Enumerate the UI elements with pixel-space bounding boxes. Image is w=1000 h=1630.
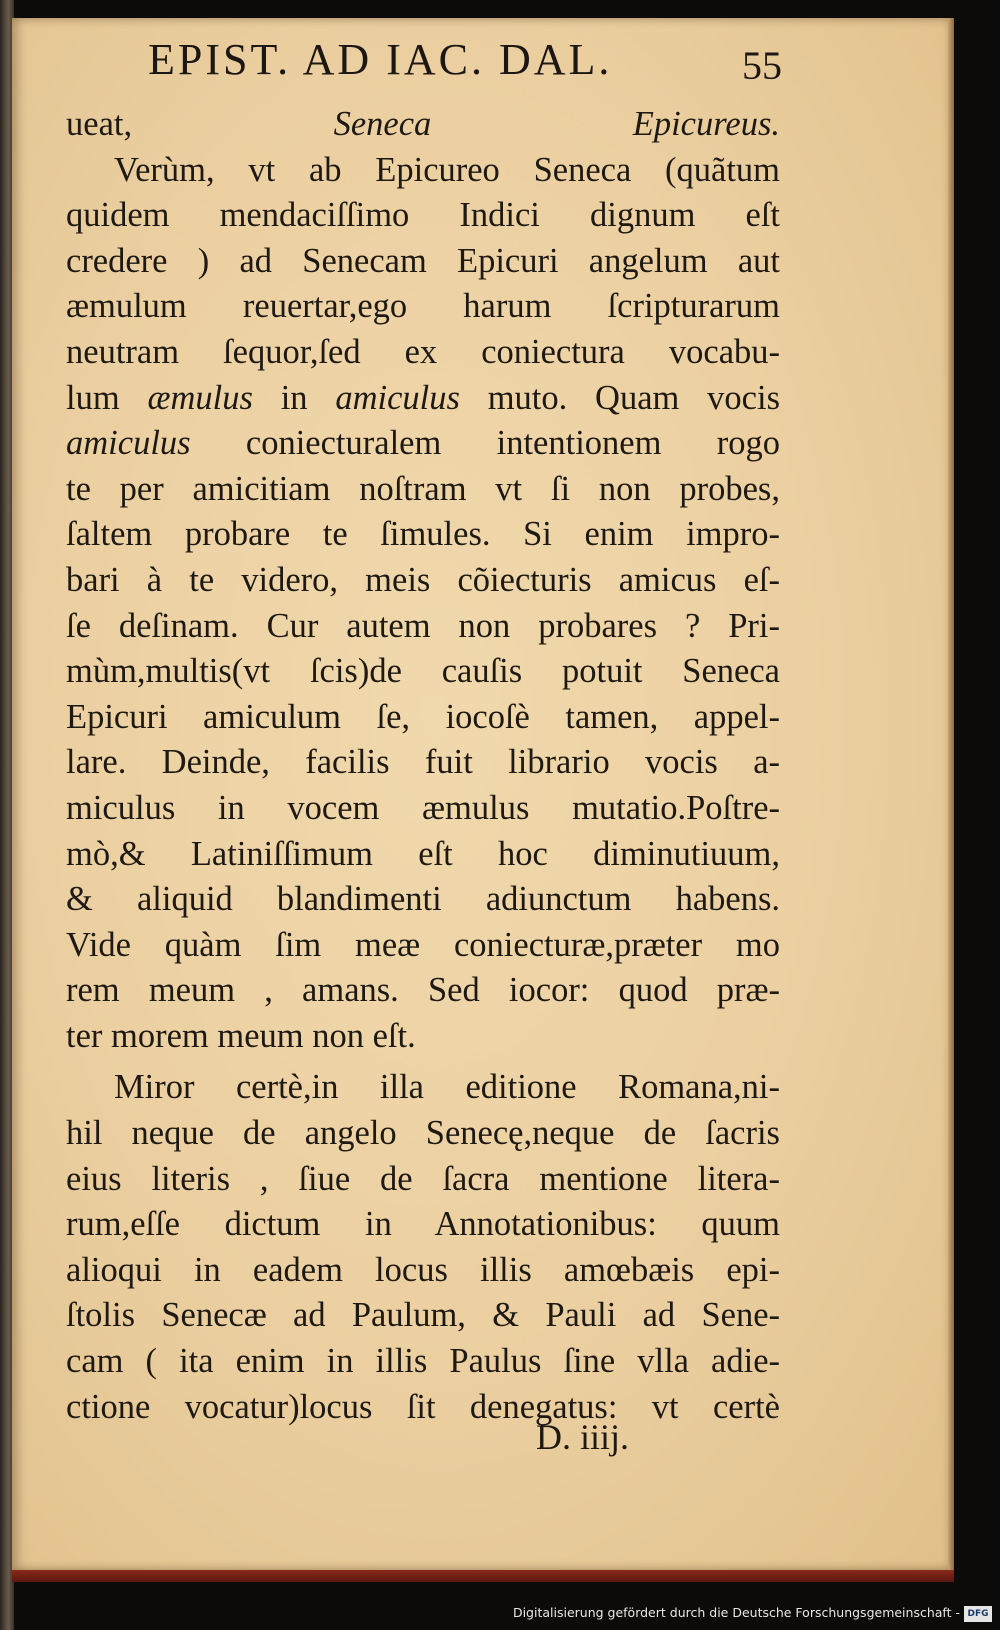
text-line (66, 421, 780, 467)
italic-word: amiculus (66, 424, 191, 463)
running-head: EPIST. AD IAC. DAL. (148, 35, 613, 84)
text-line (66, 102, 780, 148)
text-line (66, 877, 780, 923)
text-run: rem meum , amans. Sed iocor: quod præ- (66, 971, 780, 1010)
text-line (66, 1014, 780, 1060)
text-line (66, 832, 780, 878)
dfg-logo: DFG (964, 1606, 992, 1622)
italic-word: Seneca Epicureus. (333, 105, 780, 143)
text-run: neutram ſequor,ſed ex coniectura vocabu- (66, 332, 780, 371)
text-line (66, 1293, 780, 1339)
text-line (66, 1248, 780, 1294)
text-run: mò,& Latiniſſimum eſt hoc diminutiuum, (66, 834, 780, 873)
text-line (66, 512, 780, 558)
italic-word: æmulus (147, 378, 253, 417)
text-run: lare. Deinde, facilis fuit librario vocis a- (66, 743, 780, 782)
text-run: te per amicitiam noſtram vt ſi non probes, (66, 469, 780, 508)
text-run: lum (66, 378, 148, 417)
italic-word: amiculus (335, 378, 460, 417)
text-run: quidem mendaciſſimo Indici dignum eſt (66, 196, 780, 235)
text-line (66, 284, 780, 330)
text-line (66, 376, 780, 422)
text-run: in (252, 378, 336, 417)
text-line (66, 1385, 780, 1431)
text-run: eius literis , ſiue de ſacra mentione litera- (66, 1159, 780, 1198)
text-line (66, 1065, 780, 1111)
text-line (66, 330, 780, 376)
text-run: miculus in vocem æmulus mutatio.Poſtre- (66, 788, 780, 827)
text-line (66, 239, 780, 285)
text-run: ctione vocatur)locus ſit denegatus: vt certè (66, 1387, 780, 1426)
digitization-credit: Digitalisierung gefördert durch die Deutsche Forschungsgemeinschaft - (512, 1605, 960, 1620)
text-run: Epicuri amiculum ſe, iocoſè tamen, appel- (66, 697, 780, 736)
text-run: Miror certè,in illa editione Romana,ni- (114, 1068, 780, 1107)
signature-mark: D. iiij. (536, 1417, 630, 1457)
text-run: rum,eſſe dictum in Annotationibus: quum (66, 1205, 780, 1244)
text-line (66, 558, 780, 604)
body-text (66, 102, 780, 1430)
text-run: mùm,multis(vt ſcis)de cauſis potuit Seneca (66, 652, 780, 691)
text-line (66, 649, 780, 695)
text-line (66, 1202, 780, 1248)
text-run: alioqui in eadem locus illis amœbæis epi- (66, 1250, 780, 1289)
text-run: hil neque de angelo Senecę,neque de ſacris (66, 1114, 780, 1153)
text-run: bari à te videro, meis cõiecturis amicus eſ- (66, 560, 780, 599)
text-line (66, 1339, 780, 1385)
text-line (66, 604, 780, 650)
text-run: & aliquid blandimenti adiunctum habens. (66, 880, 780, 919)
text-run: æmulum reuertar,ego harum ſcripturarum (66, 287, 780, 326)
page-number: 55 (742, 43, 782, 88)
text-line (66, 1111, 780, 1157)
text-run: Vide quàm ſim meæ coniecturæ,præter mo (66, 925, 780, 964)
text-line (66, 923, 780, 969)
text-run: ſtolis Senecæ ad Paulum, & Pauli ad Sene- (66, 1296, 780, 1335)
text-run: cam ( ita enim in illis Paulus ſine vlla adie- (66, 1342, 780, 1381)
text-line (66, 740, 780, 786)
text-line (66, 968, 780, 1014)
text-line (66, 695, 780, 741)
text-run: coniecturalem intentionem rogo (190, 424, 780, 463)
text-line (66, 1157, 780, 1203)
text-line (66, 193, 780, 239)
page-right-edge (948, 18, 954, 1570)
text-run: credere ) ad Senecam Epicuri angelum aut (66, 241, 780, 280)
text-line (66, 786, 780, 832)
text-run: Verùm, vt ab Epicureo Seneca (quãtum (114, 150, 780, 189)
page-bottom-edge (12, 1570, 954, 1582)
text-line (66, 467, 780, 513)
text-run: ſe deſinam. Cur autem non probares ? Pri- (66, 606, 780, 645)
text-run: ſaltem probare te ſimules. Si enim impro- (66, 515, 780, 554)
text-run: ueat, (66, 105, 334, 143)
text-line (66, 148, 780, 194)
text-run: muto. Quam vocis (459, 378, 780, 417)
text-run: ter morem meum non eſt. (66, 1016, 416, 1055)
